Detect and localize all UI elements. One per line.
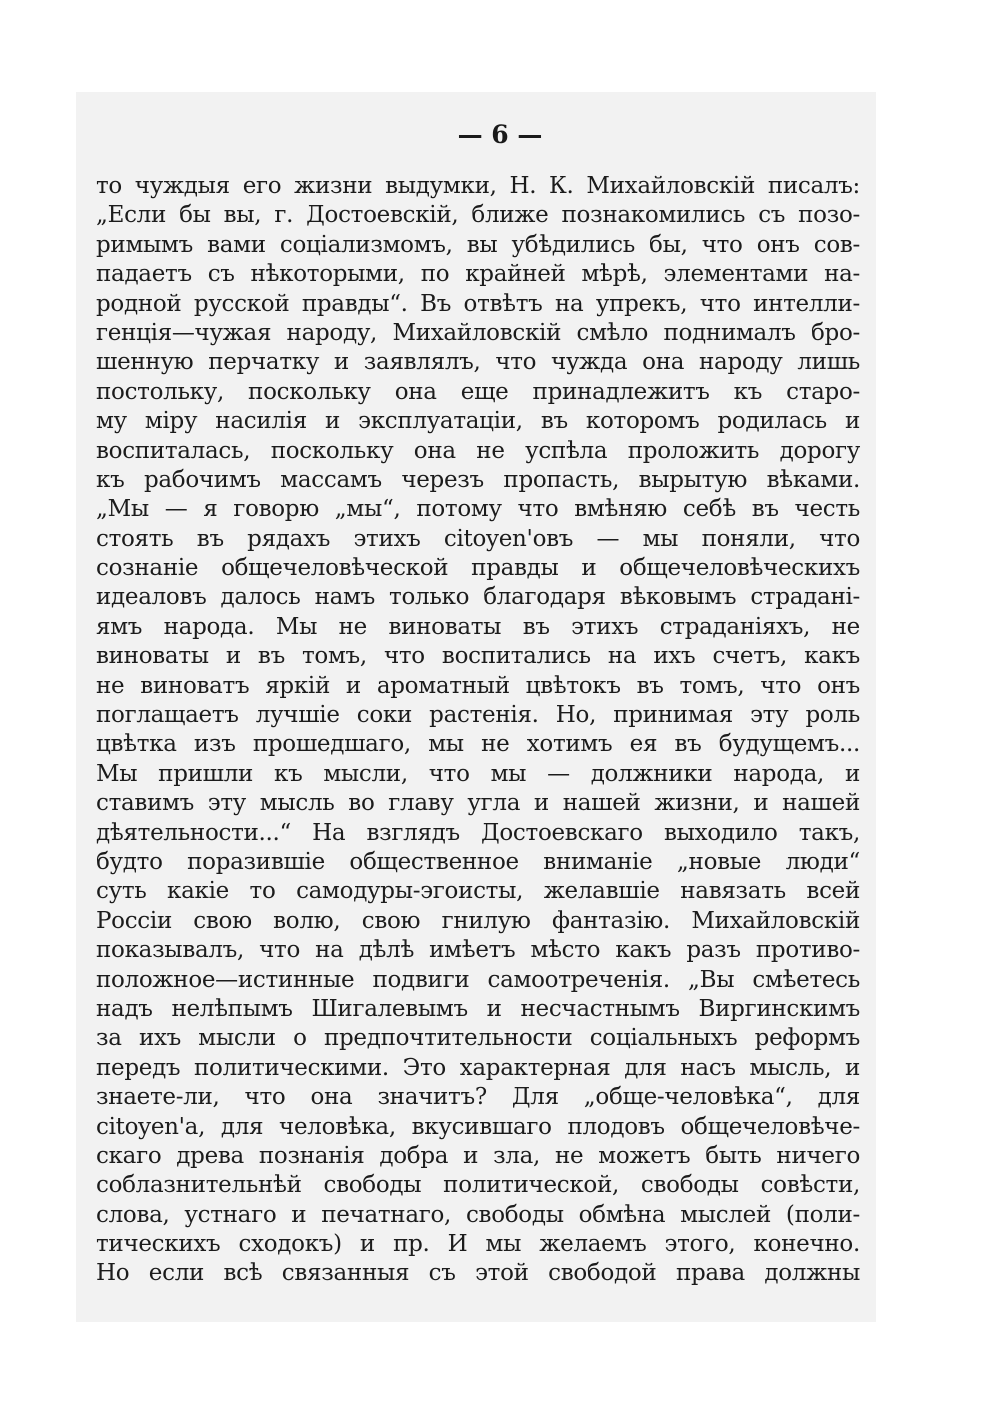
text-line: дѣятельности...“ На взглядъ Достоевскаго выходило такъ, bbox=[96, 819, 860, 846]
text-line: надъ нелѣпымъ Шигалевымъ и несчастнымъ Виргинскимъ bbox=[96, 995, 860, 1022]
text-line: родной русской правды“. Въ отвѣтъ на упрекъ, что интелли- bbox=[96, 290, 860, 317]
text-line: Но если всѣ связанныя съ этой свободой права должны bbox=[96, 1260, 860, 1287]
text-line: тическихъ сходокъ) и пр. И мы желаемъ этого, конечно. bbox=[96, 1231, 860, 1258]
text-line: сознаніе общечеловѣческой правды и общечеловѣческихъ bbox=[96, 555, 860, 582]
text-line: суть какіе то самодуры-эгоисты, желавшіе навязать всей bbox=[96, 878, 860, 905]
text-line: ямъ народа. Мы не виноваты въ этихъ страданіяхъ, не bbox=[96, 613, 860, 640]
text-line: „Мы — я говорю „мы“, потому что вмѣняю себѣ въ честь bbox=[96, 496, 860, 523]
page-number: — 6 — bbox=[457, 120, 543, 149]
text-line: не виноватъ яркій и ароматный цвѣтокъ въ томъ, что онъ bbox=[96, 672, 860, 699]
text-line: воспиталась, поскольку она не успѣла проложить дорогу bbox=[96, 437, 860, 464]
text-line: передъ политическими. Это характерная для насъ мысль, и bbox=[96, 1054, 860, 1081]
text-line: положное—истинные подвиги самоотреченія. „Вы смѣетесь bbox=[96, 966, 860, 993]
text-line: падаетъ съ нѣкоторыми, по крайней мѣрѣ, элементами на- bbox=[96, 261, 860, 288]
text-line: генція—чужая народу, Михайловскій смѣло поднималъ бро- bbox=[96, 319, 860, 346]
text-line: citoyen'а, для человѣка, вкусившаго плодовъ общечеловѣче- bbox=[96, 1113, 860, 1140]
text-line: знаете-ли, что она значитъ? Для „обще-человѣка“, для bbox=[96, 1084, 860, 1111]
text-line: римымъ вами соціализмомъ, вы убѣдились бы, что онъ сов- bbox=[96, 231, 860, 258]
text-line: Мы пришли къ мысли, что мы — должники народа, и bbox=[96, 760, 860, 787]
text-line: за ихъ мысли о предпочтительности соціальныхъ реформъ bbox=[96, 1025, 860, 1052]
text-line: то чуждыя его жизни выдумки, Н. К. Михайловскій писалъ: bbox=[96, 173, 860, 199]
text-line: Россіи свою волю, свою гнилую фантазію. Михайловскій bbox=[96, 907, 860, 934]
text-line: соблазнительнѣй свободы политической, свободы совѣсти, bbox=[96, 1172, 860, 1199]
text-line: будто поразившіе общественное вниманіе „новые люди“ bbox=[96, 848, 860, 875]
text-line: слова, устнаго и печатнаго, свободы обмѣна мыслей (поли- bbox=[96, 1201, 860, 1228]
text-line: ставимъ эту мысль во главу угла и нашей жизни, и нашей bbox=[96, 790, 860, 817]
text-line: шенную перчатку и заявлялъ, что чужда она народу лишь bbox=[96, 349, 860, 376]
text-line: скаго древа познанія добра и зла, не можетъ быть ничего bbox=[96, 1142, 860, 1169]
text-line: показывалъ, что на дѣлѣ имѣетъ мѣсто какъ разъ противо- bbox=[96, 937, 860, 964]
text-line: му міру насилія и эксплуатаціи, въ которомъ родилась и bbox=[96, 408, 860, 435]
text-line: идеаловъ далось намъ только благодаря вѣковымъ страдані- bbox=[96, 584, 860, 611]
body-text bbox=[96, 172, 860, 1289]
text-line: цвѣтка изъ прошедшаго, мы не хотимъ ея въ будущемъ... bbox=[96, 731, 860, 758]
text-line: поглащаетъ лучшіе соки растенія. Но, принимая эту роль bbox=[96, 702, 860, 729]
text-line: виноваты и въ томъ, что воспитались на ихъ счетъ, какъ bbox=[96, 643, 860, 670]
text-line: къ рабочимъ массамъ черезъ пропасть, вырытую вѣками. bbox=[96, 466, 860, 493]
text-line: „Если бы вы, г. Достоевскій, ближе познакомились съ позо- bbox=[96, 202, 860, 229]
text-line: стоять въ рядахъ этихъ citoyen'овъ — мы поняли, что bbox=[96, 525, 860, 552]
text-line: постольку, поскольку она еще принадлежитъ къ старо- bbox=[96, 378, 860, 405]
